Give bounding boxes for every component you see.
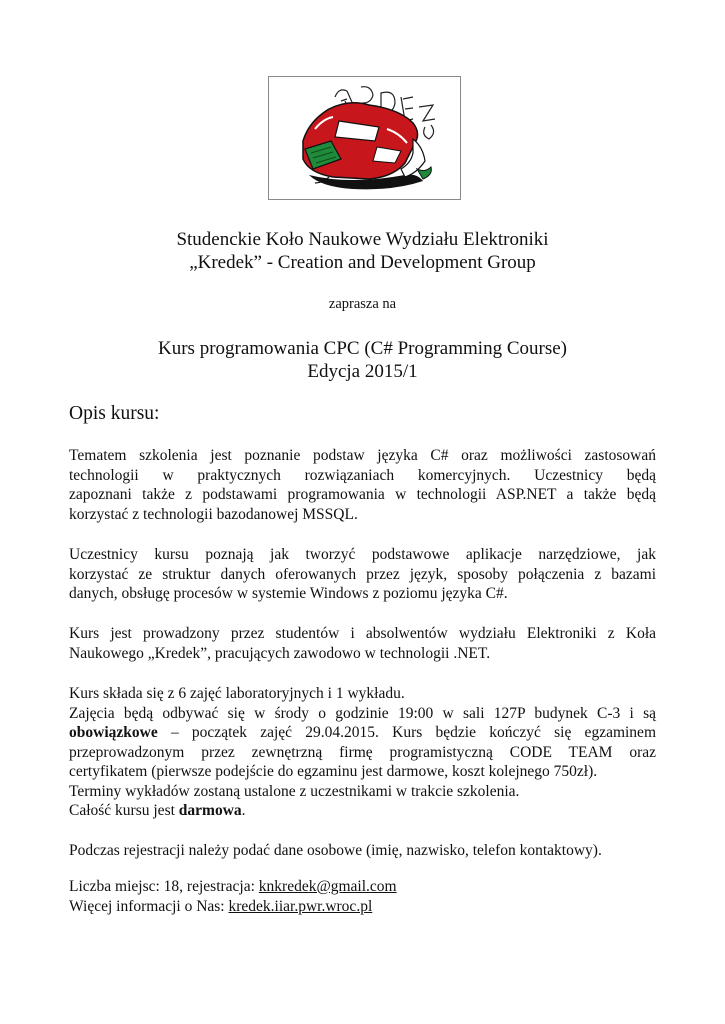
seats-label: Liczba miejsc: 18, rejestracja: bbox=[69, 878, 259, 895]
mandatory-emphasis: obowiązkowe bbox=[69, 724, 158, 741]
invite-text: zaprasza na bbox=[328, 296, 397, 312]
info-line bbox=[69, 897, 656, 917]
course-edition: Edycja 2015/1 bbox=[307, 361, 418, 382]
paragraph-line: Naukowego „Kredek”, pracujących zawodowo w technologii .NET. bbox=[69, 644, 491, 662]
paragraph-line bbox=[69, 723, 656, 743]
free-course-label: Całość kursu jest bbox=[69, 802, 179, 819]
paragraph-line bbox=[69, 801, 656, 821]
paragraph-line: certyfikatem (pierwsze podejście do egzaminu jest darmowe, koszt kolejnego 750zł). bbox=[69, 763, 598, 780]
paragraph-line: technologii w praktycznych rozwiązaniach komercyjnych. Uczestnicy będą bbox=[69, 466, 656, 484]
section-heading: Opis kursu: bbox=[69, 403, 160, 424]
paragraph-line: korzystać ze struktur danych oferowanych przez język, sposoby połączenia z bazami bbox=[69, 565, 656, 583]
paragraph-line: Podczas rejestracji należy podać dane osobowe (imię, nazwisko, telefon kontaktowy). bbox=[69, 842, 602, 859]
email-link[interactable]: knkredek@gmail.com bbox=[258, 878, 397, 895]
paragraph-skills bbox=[69, 545, 656, 604]
logo-frame bbox=[268, 76, 461, 200]
paragraph-line: Kurs jest prowadzony przez studentów i absolwentów wydziału Elektroniki z Koła bbox=[69, 625, 656, 642]
seats-line bbox=[69, 877, 656, 897]
paragraph-line: Uczestnicy kursu poznają jak tworzyć podstawowe aplikacje narzędziowe, jak bbox=[69, 546, 656, 563]
paragraph-line: Tematem szkolenia jest poznanie podstaw języka C# oraz możliwości zastosowań bbox=[69, 447, 656, 464]
paragraph-instructors bbox=[69, 624, 656, 663]
paragraph-topic bbox=[69, 446, 656, 524]
paragraph-line: przeprowadzonym przez zewnętrzną firmę programistyczną CODE TEAM oraz bbox=[69, 743, 656, 761]
paragraph-line: korzystać z technologii bazodanowej MSSQL. bbox=[69, 505, 358, 523]
paragraph-line: Kurs składa się z 6 zajęć laboratoryjnych i 1 wykładu. bbox=[69, 685, 405, 702]
kredek-logo-icon bbox=[269, 77, 460, 199]
website-link[interactable]: kredek.iiar.pwr.wroc.pl bbox=[228, 897, 373, 915]
paragraph-line: Zajęcia będą odbywać się w środy o godzinie 19:00 w sali 127P budynek C-3 i są bbox=[69, 704, 656, 722]
sentence-end: . bbox=[241, 802, 246, 819]
group-name: „Kredek” - Creation and Development Group bbox=[189, 252, 536, 273]
paragraph-line: danych, obsługę procesów w systemie Windows z poziomu języka C#. bbox=[69, 585, 508, 602]
info-label: Więcej informacji o Nas: bbox=[69, 897, 229, 915]
free-emphasis: darmowa bbox=[178, 802, 242, 819]
paragraph-registration bbox=[69, 841, 656, 861]
paragraph-line: zapoznani także z podstawami programowania w technologii ASP.NET a także będą bbox=[69, 486, 656, 503]
paragraph-line: Terminy wykładów zostaną ustalone z uczestnikami w trakcie szkolenia. bbox=[69, 782, 520, 800]
paragraph-line-rest: – początek zajęć 29.04.2015. Kurs będzie kończyć się egzaminem bbox=[157, 724, 656, 741]
contact-info bbox=[69, 877, 656, 916]
paragraph-schedule bbox=[69, 684, 656, 821]
course-title: Kurs programowania CPC (C# Programming Course) bbox=[158, 338, 567, 359]
organization-name: Studenckie Koło Naukowe Wydziału Elektroniki bbox=[176, 229, 549, 250]
